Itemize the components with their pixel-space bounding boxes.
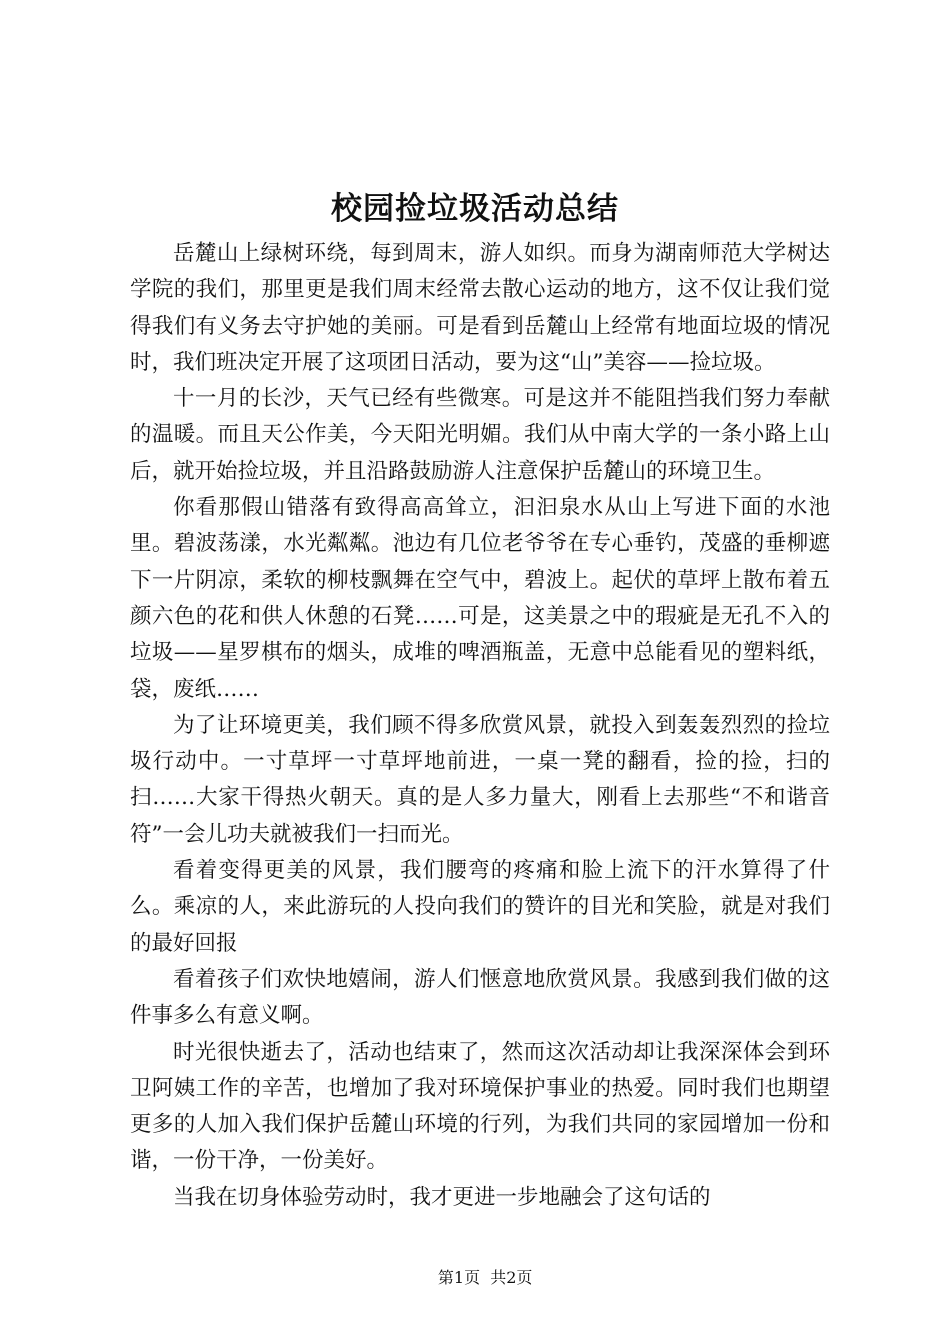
paragraph-5: 看着变得更美的风景，我们腰弯的疼痛和脸上流下的汗水算得了什么。乘凉的人，来此游玩的人投向我们的赞许的目光和笑脸，就是对我们的最好回报 xyxy=(130,858,830,956)
paragraph-1: 岳麓山上绿树环绕，每到周末，游人如织。而身为湖南师范大学树达学院的我们，那里更是我们周末经常去散心运动的地方，这不仅让我们觉得我们有义务去守护她的美丽。可是看到岳麓山上经常有地面垃圾的情况时，我们班决定开展了这项团日活动，要为这“山”美容——捡垃圾。 xyxy=(130,241,830,375)
paragraph-3: 你看那假山错落有致得高高耸立，汩汩泉水从山上写进下面的水池里。碧波荡漾，水光粼粼。池边有几位老爷爷在专心垂钓，茂盛的垂柳遮下一片阴凉，柔软的柳枝飘舞在空气中，碧波上。起伏的草坪上散布着五颜六色的花和供人休憩的石凳……可是，这美景之中的瑕疵是无孔不入的垃圾——星罗棋布的烟头，成堆的啤酒瓶盖，无意中总能看见的塑料纸，袋，废纸…… xyxy=(130,495,830,702)
paragraph-7: 时光很快逝去了，活动也结束了，然而这次活动却让我深深体会到环卫阿姨工作的辛苦，也增加了我对环境保护事业的热爱。同时我们也期望更多的人加入我们保护岳麓山环境的行列，为我们共同的家园增加一份和谐，一份干净，一份美好。 xyxy=(130,1039,830,1174)
document-body xyxy=(130,236,830,1216)
document-title: 校园捡垃圾活动总结 xyxy=(331,191,619,227)
paragraph-6: 看着孩子们欢快地嬉闹，游人们惬意地欣赏风景。我感到我们做的这件事多么有意义啊。 xyxy=(130,966,830,1029)
paragraph-4: 为了让环境更美，我们顾不得多欣赏风景，就投入到轰轰烈烈的捡垃圾行动中。一寸草坪一寸草坪地前进，一桌一凳的翻看，捡的捡，扫的扫……大家干得热火朝天。真的是人多力量大，刚看上去那些“不和谐音符”一会儿功夫就被我们一扫而光。 xyxy=(130,712,830,847)
page-footer xyxy=(0,1242,950,1314)
paragraph-2: 十一月的长沙，天气已经有些微寒。可是这并不能阻挡我们努力奉献的温暖。而且天公作美，今天阳光明媚。我们从中南大学的一条小路上山后，就开始捡垃圾，并且沿路鼓励游人注意保护岳麓山的环境卫生。 xyxy=(130,386,830,484)
paragraph-8: 当我在切身体验劳动时，我才更进一步地融会了这句话的 xyxy=(173,1184,711,1210)
page-number-indicator: 第1页 共2页 xyxy=(437,1268,533,1287)
